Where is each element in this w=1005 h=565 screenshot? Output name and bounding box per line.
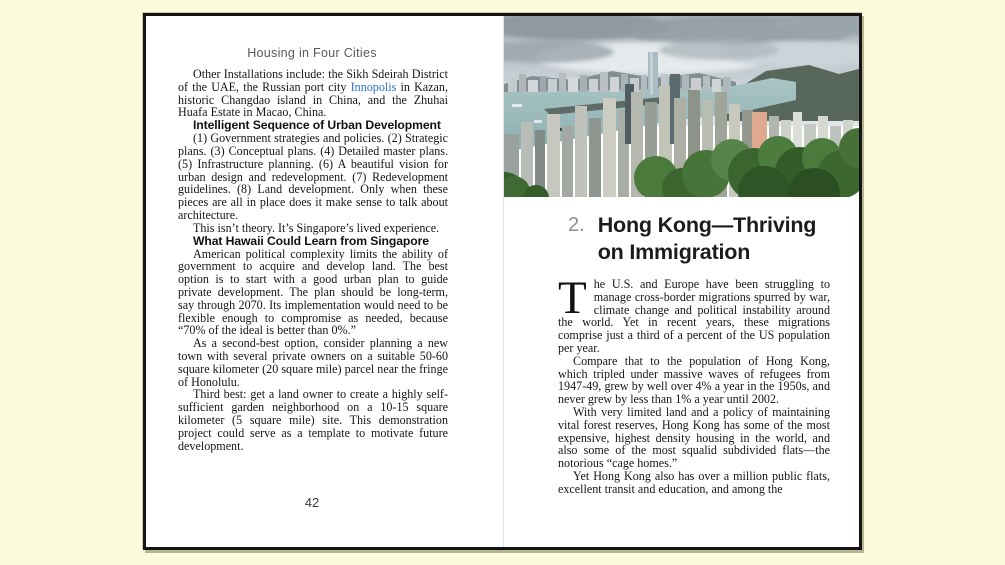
paragraph-text: Other Installations include: the Sikh Sdeirah District of the UAE, the Russian port city <box>178 67 448 94</box>
hong-kong-skyline-photo <box>504 16 859 197</box>
right-page-text <box>558 272 830 496</box>
running-head: Housing in Four Cities <box>247 46 377 60</box>
page-number: 42 <box>304 495 320 510</box>
paragraph: Compare that to the population of Hong Kong, which tripled under massive waves of refugees from 1947-49, grew by well over 4% a year in the 1950s, and never grew by less than 1% a year until 2002. <box>558 353 830 407</box>
drop-cap: T <box>558 272 587 324</box>
paragraph: Third best: get a land owner to create a highly self-sufficient garden neighborhood on a 10-15 square kilometer (5 square mile) site. This demonstration project could serve as a template to motivate future development. <box>178 387 448 453</box>
chapter-number: 2. <box>568 214 585 236</box>
chapter-heading <box>568 212 836 266</box>
paragraph: (1) Government strategies and policies. (2) Strategic plans. (3) Conceptual plans. (4) Detailed master plans. (5) Infrastructure planning. (6) A beautiful vision for urban design and redevelopment. (7) Redevelopment guidelines. (8) Land development. Only when these pieces are all in place does it make sense to talk about architecture. <box>178 131 448 222</box>
paragraph: This isn’t theory. It’s Singapore’s lived experience. <box>193 220 440 235</box>
innopolis-link[interactable]: Innopolis <box>350 79 397 94</box>
paragraph: Yet Hong Kong also has over a million public flats, excellent transit and education, and among the <box>558 468 830 496</box>
paragraph-text: in Kazan, historic Changdao island in China, and the Zhuhai Huafa Estate in Macao, China. <box>178 79 448 120</box>
paragraph-text: he U.S. and Europe have been struggling to manage cross-border migrations spurred by war, climate change and political instability around the world. Yet in recent years, these migrations comprise just a third of a percent of the US population per year. <box>558 277 830 355</box>
right-page[interactable] <box>504 16 859 547</box>
paragraph <box>178 68 448 119</box>
paragraph <box>558 272 830 355</box>
section-heading: What Hawaii Could Learn from Singapore <box>193 233 429 248</box>
book-spread <box>143 13 862 550</box>
chapter-title: Hong Kong—Thriving on Immigration <box>597 213 817 264</box>
paragraph: American political complexity limits the ability of government to acquire and develop land. The best option is to start with a good urban plan to guide private development. The plan should be long-term, say through 2070. Its implementation would need to be flexible enough to compromise as needed, because “70% of the ideal is better than 0%.” <box>178 246 448 338</box>
paragraph: As a second-best option, consider planning a new town with several private owners on a suitable 50-60 square kilometer (20 square mile) parcel near the fringe of Honolulu. <box>178 336 448 389</box>
paragraph: With very limited land and a policy of maintaining vital forest reserves, Hong Kong has some of the most expensive, highest density housing in the world, and also some of the most squalid subdivided flats—the notorious “cage homes.” <box>558 404 830 471</box>
section-heading: Intelligent Sequence of Urban Development <box>193 118 441 133</box>
left-page[interactable] <box>146 16 503 547</box>
clouds <box>504 16 859 74</box>
left-page-text <box>178 68 448 452</box>
